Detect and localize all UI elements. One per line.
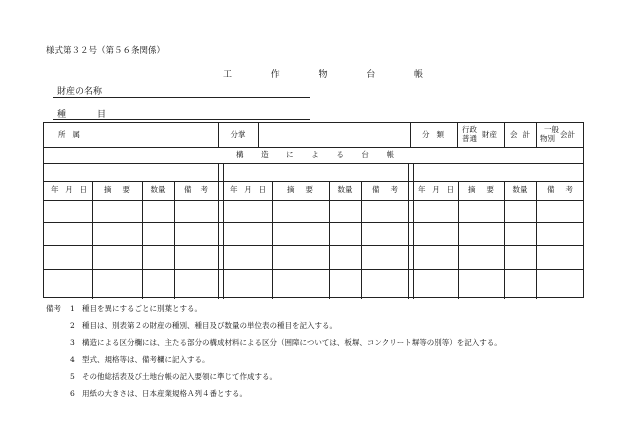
col-quantity: 数量 [337, 185, 353, 194]
accounting-label: 会 計 [510, 130, 530, 139]
col-date: 年 月 日 [51, 185, 87, 194]
general-accounting-label: 一般 物別 会計 [540, 125, 575, 143]
category-field[interactable] [53, 107, 310, 120]
page-title [223, 67, 423, 80]
col-summary: 摘 要 [287, 185, 313, 194]
title-char: 台 [366, 70, 376, 80]
col-date: 年 月 日 [418, 185, 454, 194]
admin-property-label: 行政 普通 財産 [462, 125, 497, 143]
title-char: 工 [223, 70, 233, 80]
col-date: 年 月 日 [230, 185, 266, 194]
ledger-table [43, 122, 584, 298]
structure-ledger-heading: 構 造 に よ る 台 帳 [236, 150, 394, 159]
col-remarks: 備 考 [372, 185, 398, 194]
col-remarks: 備 考 [547, 185, 573, 194]
col-summary: 摘 要 [468, 185, 494, 194]
category-label-char: 種 [57, 110, 67, 120]
category-label-char: 目 [97, 110, 107, 120]
form-id: 様式第３２号（第５６条関係） [46, 46, 166, 56]
title-char: 作 [270, 70, 280, 80]
property-name-field[interactable] [53, 84, 310, 98]
title-char: 物 [318, 70, 328, 80]
col-quantity: 数量 [512, 185, 528, 194]
notes-heading: 備考 [46, 304, 61, 313]
title-char: 帳 [413, 70, 423, 80]
classification-label: 分 類 [422, 130, 444, 139]
col-quantity: 数量 [150, 185, 166, 194]
property-name-label: 財産の名称 [57, 87, 103, 97]
col-summary: 摘 要 [104, 185, 130, 194]
custodian-label: 分掌 [230, 130, 246, 139]
affiliation-label: 所 属 [58, 130, 80, 139]
col-remarks: 備 考 [184, 185, 208, 194]
